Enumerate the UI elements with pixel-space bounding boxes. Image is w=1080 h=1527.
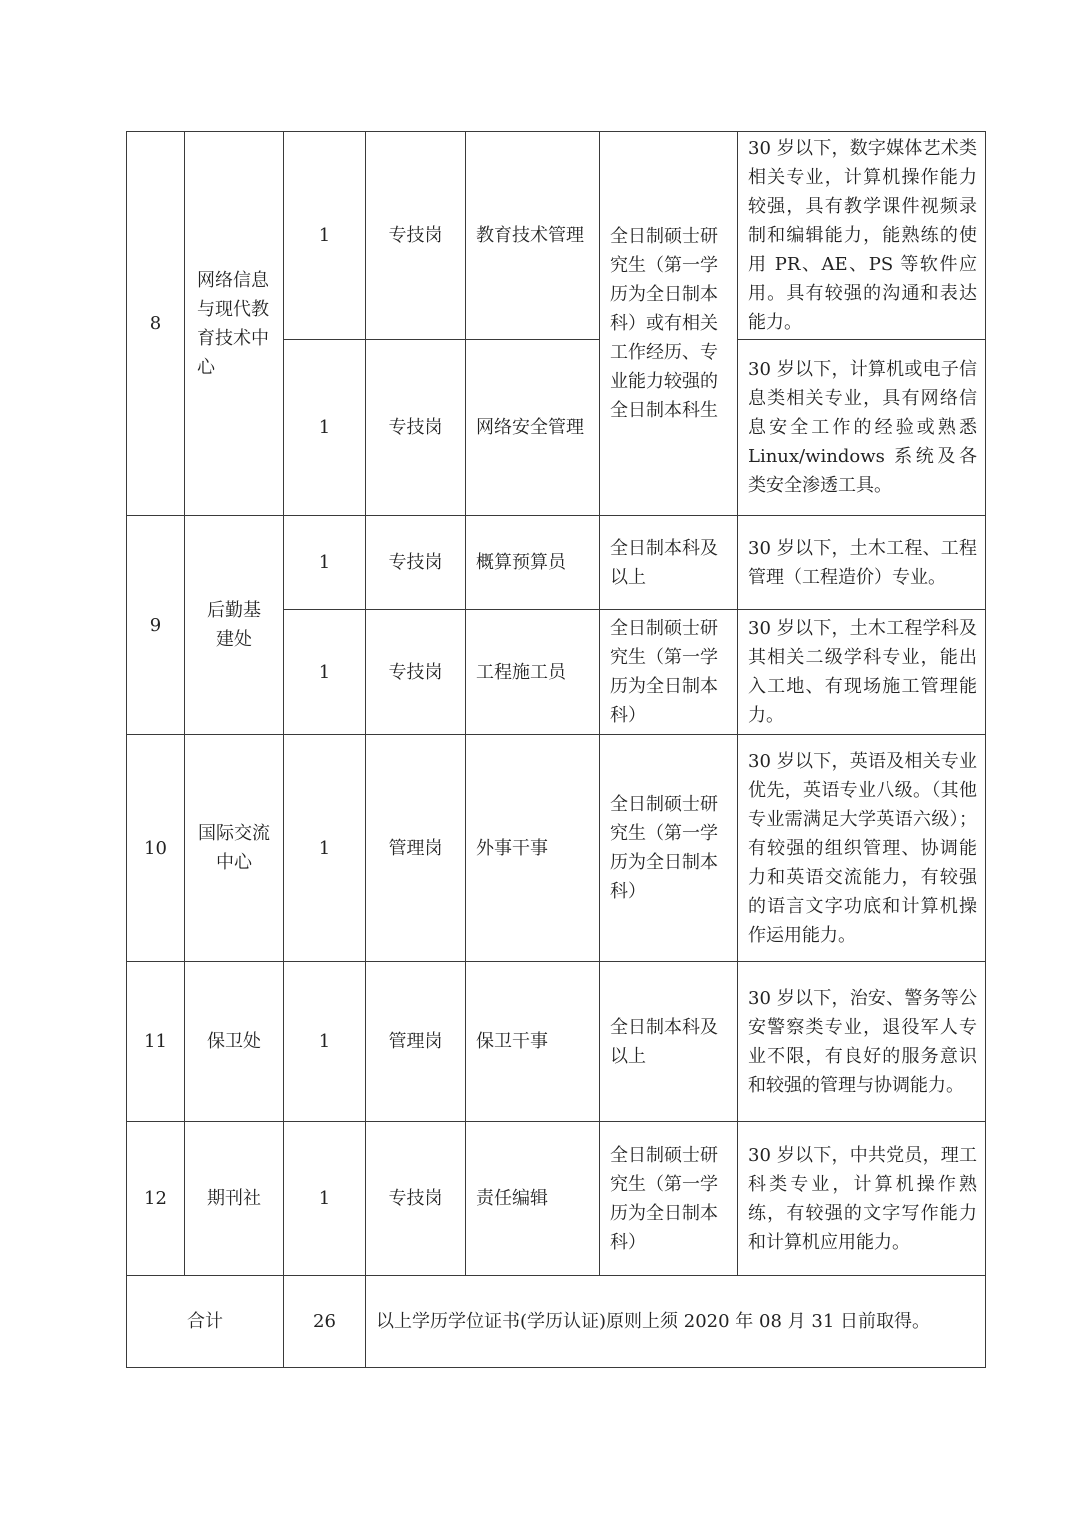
table-row bbox=[127, 735, 986, 962]
position-count: 1 bbox=[284, 340, 366, 516]
other-requirements: 30 岁以下，计算机或电子信息类相关专业，具有网络信息安全工作的经验或熟悉 Linux/windows 系统及各类安全渗透工具。 bbox=[738, 340, 986, 516]
row-number: 12 bbox=[127, 1122, 185, 1276]
total-note: 以上学历学位证书(学历认证)原则上须 2020 年 08 月 31 日前取得。 bbox=[366, 1276, 986, 1368]
table-row bbox=[127, 1122, 986, 1276]
education-requirement: 全日制本科及以上 bbox=[600, 962, 738, 1122]
position-title: 责任编辑 bbox=[466, 1122, 600, 1276]
position-type: 专技岗 bbox=[366, 1122, 466, 1276]
position-count: 1 bbox=[284, 516, 366, 610]
department-name: 后勤基建处 bbox=[185, 516, 284, 735]
row-number: 10 bbox=[127, 735, 185, 962]
department-name: 网络信息与现代教育技术中心 bbox=[185, 132, 284, 516]
position-title: 教育技术管理 bbox=[466, 132, 600, 340]
position-title: 工程施工员 bbox=[466, 610, 600, 735]
table-row bbox=[127, 516, 986, 610]
position-type: 专技岗 bbox=[366, 516, 466, 610]
other-requirements: 30 岁以下，治安、警务等公安警察类专业，退役军人专业不限，有良好的服务意识和较强的管理与协调能力。 bbox=[738, 962, 986, 1122]
position-count: 1 bbox=[284, 610, 366, 735]
department-name: 期刊社 bbox=[185, 1122, 284, 1276]
position-type: 管理岗 bbox=[366, 962, 466, 1122]
position-type: 专技岗 bbox=[366, 132, 466, 340]
table-row bbox=[127, 132, 986, 340]
position-count: 1 bbox=[284, 132, 366, 340]
other-requirements: 30 岁以下，英语及相关专业优先，英语专业八级。（其他专业需满足大学英语六级）；有较强的组织管理、协调能力和英语交流能力，有较强的语言文字功底和计算机操作运用能力。 bbox=[738, 735, 986, 962]
education-requirement: 全日制本科及以上 bbox=[600, 516, 738, 610]
education-requirement: 全日制硕士研究生（第一学历为全日制本科） bbox=[600, 610, 738, 735]
position-count: 1 bbox=[284, 962, 366, 1122]
recruitment-table bbox=[126, 131, 986, 1368]
position-title: 网络安全管理 bbox=[466, 340, 600, 516]
row-number: 9 bbox=[127, 516, 185, 735]
position-type: 专技岗 bbox=[366, 610, 466, 735]
position-type: 专技岗 bbox=[366, 340, 466, 516]
department-name: 国际交流中心 bbox=[185, 735, 284, 962]
total-count: 26 bbox=[284, 1276, 366, 1368]
other-requirements: 30 岁以下，土木工程、工程管理（工程造价）专业。 bbox=[738, 516, 986, 610]
position-count: 1 bbox=[284, 735, 366, 962]
education-requirement: 全日制硕士研究生（第一学历为全日制本科）或有相关工作经历、专业能力较强的全日制本科生 bbox=[600, 132, 738, 516]
department-name: 保卫处 bbox=[185, 962, 284, 1122]
other-requirements: 30 岁以下，数字媒体艺术类相关专业，计算机操作能力较强，具有教学课件视频录制和编辑能力，能熟练的使用 PR、AE、PS 等软件应用。具有较强的沟通和表达能力。 bbox=[738, 132, 986, 340]
position-title: 外事干事 bbox=[466, 735, 600, 962]
table-row bbox=[127, 962, 986, 1122]
row-number: 11 bbox=[127, 962, 185, 1122]
other-requirements: 30 岁以下，中共党员，理工科类专业，计算机操作熟练，有较强的文字写作能力和计算机应用能力。 bbox=[738, 1122, 986, 1276]
other-requirements: 30 岁以下，土木工程学科及其相关二级学科专业，能出入工地、有现场施工管理能力。 bbox=[738, 610, 986, 735]
position-type: 管理岗 bbox=[366, 735, 466, 962]
total-row bbox=[127, 1276, 986, 1368]
position-title: 概算预算员 bbox=[466, 516, 600, 610]
position-count: 1 bbox=[284, 1122, 366, 1276]
row-number: 8 bbox=[127, 132, 185, 516]
education-requirement: 全日制硕士研究生（第一学历为全日制本科） bbox=[600, 735, 738, 962]
education-requirement: 全日制硕士研究生（第一学历为全日制本科） bbox=[600, 1122, 738, 1276]
position-title: 保卫干事 bbox=[466, 962, 600, 1122]
total-label: 合计 bbox=[127, 1276, 284, 1368]
